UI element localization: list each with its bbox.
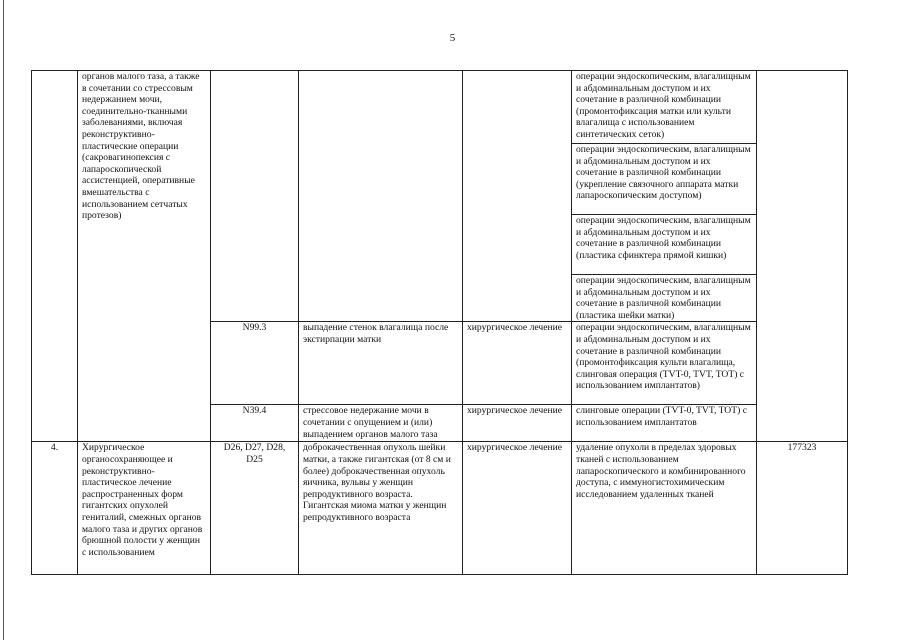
cost-cell [757,71,848,442]
cost-cell: 177323 [757,442,848,575]
treatment-type-cell: хирургическое лечение [463,442,572,575]
treatment-method-cell: операции эндоскопическим, влагалищным и абдоминальным доступом и их сочетание в различной комбинации (укрепление связочного аппарата матки лапароскопическим доступом) [572,144,757,215]
table-row [32,442,848,575]
treatment-method-cell: операции эндоскопическим, влагалищным и абдоминальным доступом и их сочетание в различной комбинации (промонтофиксация матки или культи влагалища с использованием синтетических сеток) [572,71,757,144]
patient-model-cell: доброкачественная опухоль шейки матки, а также гигантская (от 8 см и более) доброкачественная опухоль яичника, вульвы у женщин репродуктивного возраста. Гигантская миома матки у женщин репродуктивного возраста [299,442,463,575]
treatment-method-cell: удаление опухоли в пределах здоровых тканей с использованием лапароскопического и комбинированного доступа, с иммуногистохимическим исследованием удаленных тканей [572,442,757,575]
medical-care-table [31,70,848,575]
row-index-cell: 4. [32,442,78,575]
treatment-method-cell: слинговые операции (TVT-0, TVT, TOT) с использованием имплантатов [572,405,757,442]
icd-code-cell: N99.3 [211,322,299,405]
page-edge-line [3,0,4,640]
treatment-method-cell: операции эндоскопическим, влагалищным и абдоминальным доступом и их сочетание в различной комбинации (промонтофиксация культи влагалища, слинговая операция (TVT-0, TVT, TOT) с использованием имплантатов) [572,322,757,405]
treatment-method-cell: операции эндоскопическим, влагалищным и абдоминальным доступом и их сочетание в различной комбинации (пластика шейки матки) [572,275,757,322]
table-row [32,71,848,144]
icd-code-cell [211,71,299,322]
care-name-cell: Хирургическое органосохраняющее и реконструктивно-пластическое лечение распространенных форм гигантских опухолей гениталий, смежных органов малого таза и других органов брюшной полости у женщин с использованием [78,442,211,575]
treatment-type-cell: хирургическое лечение [463,405,572,442]
treatment-method-cell: операции эндоскопическим, влагалищным и абдоминальным доступом и их сочетание в различной комбинации (пластика сфинктера прямой кишки) [572,215,757,275]
patient-model-cell: стрессовое недержание мочи в сочетании с опущением и (или) выпадением органов малого таза [299,405,463,442]
icd-code-cell: D26, D27, D28, D25 [211,442,299,575]
patient-model-cell [299,71,463,322]
icd-code-cell: N39.4 [211,405,299,442]
row-index-cell [32,71,78,442]
care-name-cell: органов малого таза, а также в сочетании со стрессовым недержанием мочи, соединительно-тканными заболеваниями, включая реконструктивно-пластические операции (сакровагинопексия с лапароскопической ассистенцией, оперативные вмешательства с использованием сетчатых протезов) [78,71,211,442]
page-number: 5 [449,32,456,44]
treatment-type-cell: хирургическое лечение [463,322,572,405]
patient-model-cell: выпадение стенок влагалища после экстирпации матки [299,322,463,405]
treatment-type-cell [463,71,572,322]
